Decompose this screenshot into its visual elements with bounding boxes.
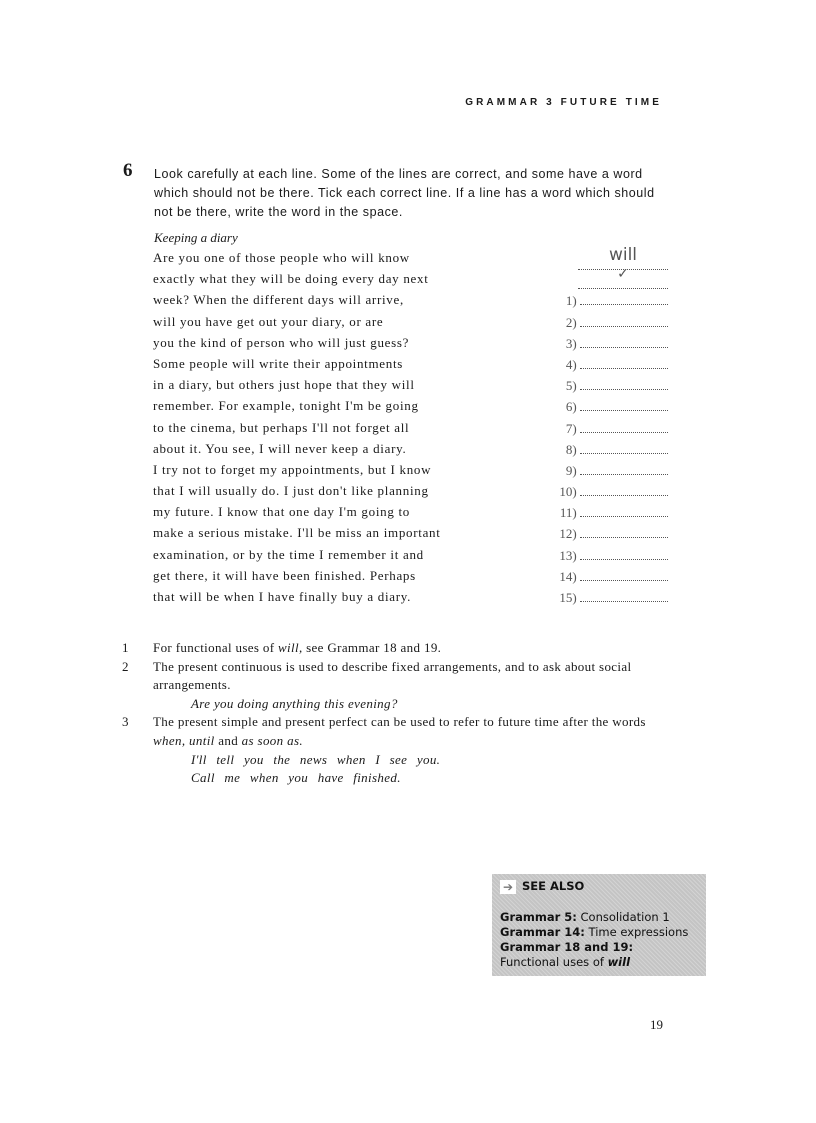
- answer-blank[interactable]: [548, 314, 668, 331]
- answer-blank[interactable]: [548, 525, 668, 542]
- note-example: Are you doing anything this evening?: [191, 695, 398, 711]
- exercise-instruction: Look carefully at each line. Some of the lines are correct, and some have a word which should not be there. Tick each correct line. If a line has a word which should not be there, write the word in the space.: [154, 167, 655, 219]
- see-also-item[interactable]: Functional uses of will: [500, 955, 631, 969]
- line-text: in a diary, but others just hope that they will: [153, 377, 415, 393]
- line-text: my future. I know that one day I'm going to: [153, 504, 411, 520]
- note-1: [122, 639, 667, 658]
- tick-icon: ✓: [578, 264, 668, 289]
- line-text: that will be when I have finally buy a diary.: [153, 589, 412, 604]
- note-example: Call me when you have finished.: [191, 770, 401, 786]
- note-number: 2: [122, 658, 129, 674]
- page-number: 19: [650, 1017, 663, 1032]
- grammar-notes: [122, 639, 667, 788]
- see-also-box: [492, 874, 706, 976]
- line-text: make a serious mistake. I'll be miss an important: [153, 525, 441, 541]
- note-italic: will,: [278, 640, 303, 655]
- exercise-line: [153, 460, 668, 481]
- exercise-line: [153, 439, 668, 460]
- note-example: I'll tell you the news when I see you.: [191, 751, 441, 767]
- exercise-number: 6: [123, 160, 133, 181]
- line-text: about it. You see, I will never keep a diary.: [153, 440, 407, 456]
- note-number: 3: [122, 714, 129, 730]
- line-text: remember. For example, tonight I'm be going: [153, 398, 419, 414]
- note-text: and: [214, 732, 242, 748]
- note-text: see Grammar 18 and 19.: [302, 640, 442, 655]
- see-also-list: [500, 910, 688, 970]
- exercise-line: [153, 502, 668, 523]
- handwritten-answer: will: [578, 245, 668, 270]
- exercise-line: [153, 545, 668, 566]
- answer-number: 2): [565, 314, 577, 330]
- exercise-line: [153, 587, 668, 608]
- exercise-line: [153, 566, 668, 587]
- answer-blank[interactable]: [548, 377, 668, 394]
- see-also-heading: [500, 879, 584, 894]
- line-text: Some people will write their appointments: [153, 355, 404, 371]
- answer-number: 12): [559, 526, 577, 542]
- answer-blank[interactable]: [548, 568, 668, 585]
- answer-number: 14): [559, 568, 577, 584]
- note-italic: when, until: [153, 732, 215, 748]
- see-also-item[interactable]: Grammar 14: Time expressions: [500, 925, 689, 939]
- running-header: GRAMMAR 3 FUTURE TIME: [465, 97, 662, 108]
- answer-number: 3): [565, 335, 577, 351]
- answer-blank[interactable]: [548, 335, 668, 352]
- line-text: will you have get out your diary, or are: [153, 313, 384, 329]
- exercise-line: [153, 418, 668, 439]
- answer-number: 13): [559, 547, 577, 563]
- note-text: The present simple and present perfect can be used to refer to future time after the words: [153, 714, 646, 730]
- answer-blank[interactable]: [548, 420, 668, 437]
- exercise-line: [153, 266, 668, 290]
- answer-number: 8): [565, 441, 577, 457]
- note-3: [122, 713, 667, 750]
- see-also-title: SEE ALSO: [522, 879, 585, 893]
- line-text: that I will usually do. I just don't like planning: [153, 483, 429, 499]
- exercise-lines: [153, 245, 668, 608]
- see-also-item[interactable]: Grammar 18 and 19:: [500, 940, 634, 954]
- answer-blank[interactable]: [548, 547, 668, 564]
- answer-blank[interactable]: [548, 398, 668, 415]
- line-text: week? When the different days will arrive,: [153, 292, 404, 308]
- exercise-line: [153, 354, 668, 375]
- exercise-line: [153, 290, 668, 311]
- note-2: [122, 658, 667, 695]
- answer-blank[interactable]: [548, 483, 668, 500]
- exercise-line: [153, 333, 668, 354]
- answer-number: 1): [565, 293, 577, 309]
- answer-blank[interactable]: [548, 462, 668, 479]
- line-text: examination, or by the time I remember it and: [153, 546, 424, 562]
- exercise-line: [153, 396, 668, 417]
- note-number: 1: [122, 640, 129, 655]
- answer-number: 6): [565, 399, 577, 415]
- line-text: to the cinema, but perhaps I'll not forget all: [153, 419, 410, 435]
- exercise-line: [153, 312, 668, 333]
- answer-blank[interactable]: [548, 356, 668, 373]
- answer-number: 11): [559, 505, 577, 521]
- answer-number: 10): [559, 484, 577, 500]
- answer-blank[interactable]: [548, 292, 668, 309]
- note-italic: as soon as.: [241, 732, 303, 748]
- note-text: The present continuous is used to describe fixed arrangements, and to ask about social arrangements.: [153, 658, 632, 693]
- text-title: Keeping a diary: [154, 230, 238, 245]
- see-also-item[interactable]: Grammar 5: Consolidation 1: [500, 910, 670, 924]
- answer-number: 15): [559, 590, 577, 605]
- exercise-line: [153, 481, 668, 502]
- answer-number: 5): [565, 378, 577, 394]
- exercise-line: [153, 375, 668, 396]
- line-text: I try not to forget my appointments, but I know: [153, 461, 432, 477]
- exercise-line: [153, 523, 668, 544]
- line-text: get there, it will have been finished. Perhaps: [153, 567, 416, 583]
- answer-blank[interactable]: [548, 441, 668, 458]
- line-text: Are you one of those people who will know: [153, 250, 410, 265]
- arrow-right-icon: ➔: [500, 880, 516, 894]
- line-text: exactly what they will be doing every day next: [153, 271, 429, 287]
- note-text: For functional uses of: [153, 640, 279, 655]
- answer-number: 9): [565, 462, 577, 478]
- answer-blank[interactable]: [548, 504, 668, 521]
- answer-blank[interactable]: [548, 589, 668, 606]
- line-text: you the kind of person who will just guess?: [153, 334, 410, 350]
- answer-number: 4): [565, 356, 577, 372]
- answer-number: 7): [565, 420, 577, 436]
